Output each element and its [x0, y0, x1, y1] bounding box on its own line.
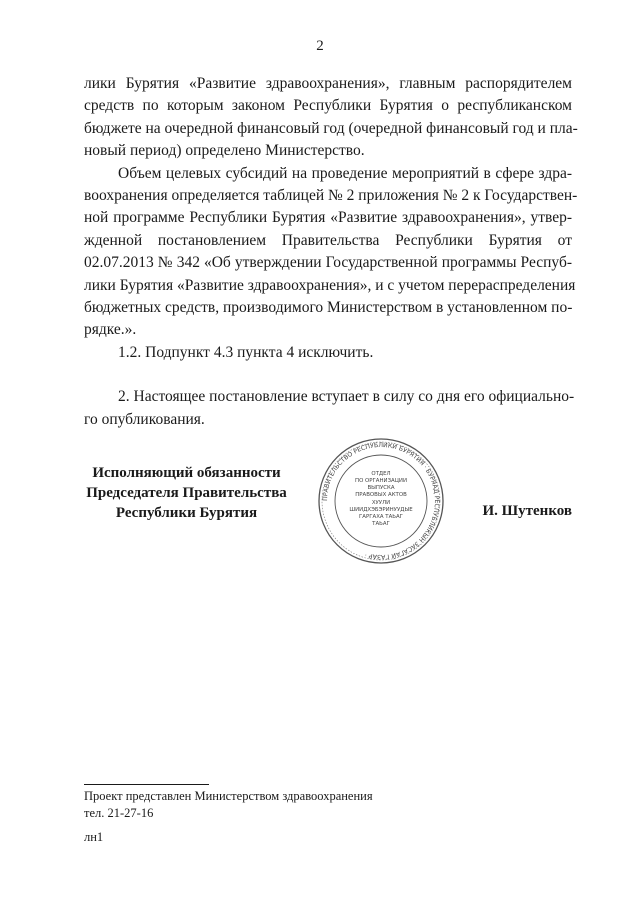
text-line: рядке.».: [84, 321, 137, 339]
text-line: средств по которым законом Республики Бурятия о республиканском: [84, 97, 572, 115]
paragraph-2: [84, 163, 578, 342]
seal-line: ТАЬАГ: [372, 521, 390, 527]
text-line: жденной постановлением Правительства Республики Бурятия от: [84, 231, 572, 249]
page-number: 2: [316, 38, 324, 54]
text-line: лики Бурятия «Развитие здравоохранения», главным распорядителем: [84, 75, 572, 92]
text-line: бюджете на очередной финансовый год (очередной финансовый год и пла-: [84, 119, 578, 137]
paragraph-gap: [84, 364, 572, 386]
document-body: [84, 73, 578, 431]
seal-line: ШИИДХЭБЭРИНУУДЫЕ: [349, 507, 413, 513]
footnote-line: Проект представлен Министерством здравоохранения: [84, 789, 373, 803]
text-line: 1.2. Подпункт 4.3 пункта 4 исключить.: [118, 343, 374, 361]
footnote-divider: [84, 784, 209, 785]
signatory-title-line: Председателя Правительства: [86, 485, 287, 501]
paragraph-3: [84, 342, 572, 364]
text-line: Объем целевых субсидий на проведение мероприятий в сфере здра-: [118, 164, 572, 182]
signatory-name: И. Шутенков: [482, 503, 572, 519]
seal-line: ХУУЛИ: [371, 500, 391, 506]
official-seal: [316, 436, 446, 566]
signatory-title: [84, 463, 289, 523]
text-line: воохранения определяется таблицей № 2 приложения № 2 к Государствен-: [84, 187, 578, 205]
paragraph-1: [84, 73, 578, 163]
text-line: 02.07.2013 № 342 «Об утверждении Государственной программы Респуб-: [84, 254, 572, 272]
seal-line: ПО ОРГАНИЗАЦИИ: [355, 478, 407, 484]
text-line: ной программе Республики Бурятия «Развитие здравоохранения», утвер-: [84, 209, 572, 227]
seal-line: ГАРГАХА ТАЬАГ: [359, 514, 403, 520]
footnote-phone: тел. 21-27-16: [84, 806, 154, 820]
seal-line: ВЫПУСКА: [367, 485, 395, 491]
footnote: [84, 788, 373, 846]
footnote-code: лн1: [84, 830, 104, 844]
text-line: бюджетных средств, производимого Министерством в установленном по-: [84, 299, 573, 317]
signatory-title-line: Исполняющий обязанности: [92, 465, 281, 481]
seal-line: ОТДЕЛ: [371, 471, 391, 477]
seal-outer-text: ПРАВИТЕЛЬСТВО РЕСПУБЛИКИ БУРЯТИЯ · БУРЯАД РЕСПУБЛИКЫН ЗАСАГАЙ ГАЗАР ·: [321, 441, 441, 561]
text-line: 2. Настоящее постановление вступает в силу со дня его официально-: [118, 388, 575, 406]
signatory-title-line: Республики Бурятия: [115, 505, 258, 521]
paragraph-4: [84, 386, 575, 431]
text-line: го опубликования.: [84, 410, 205, 428]
text-line: новый период) определено Министерство.: [84, 142, 365, 160]
seal-line: ПРАВОВЫХ АКТОВ: [355, 492, 407, 498]
text-line: лики Бурятия «Развитие здравоохранения», и с учетом перераспределения: [84, 276, 576, 294]
